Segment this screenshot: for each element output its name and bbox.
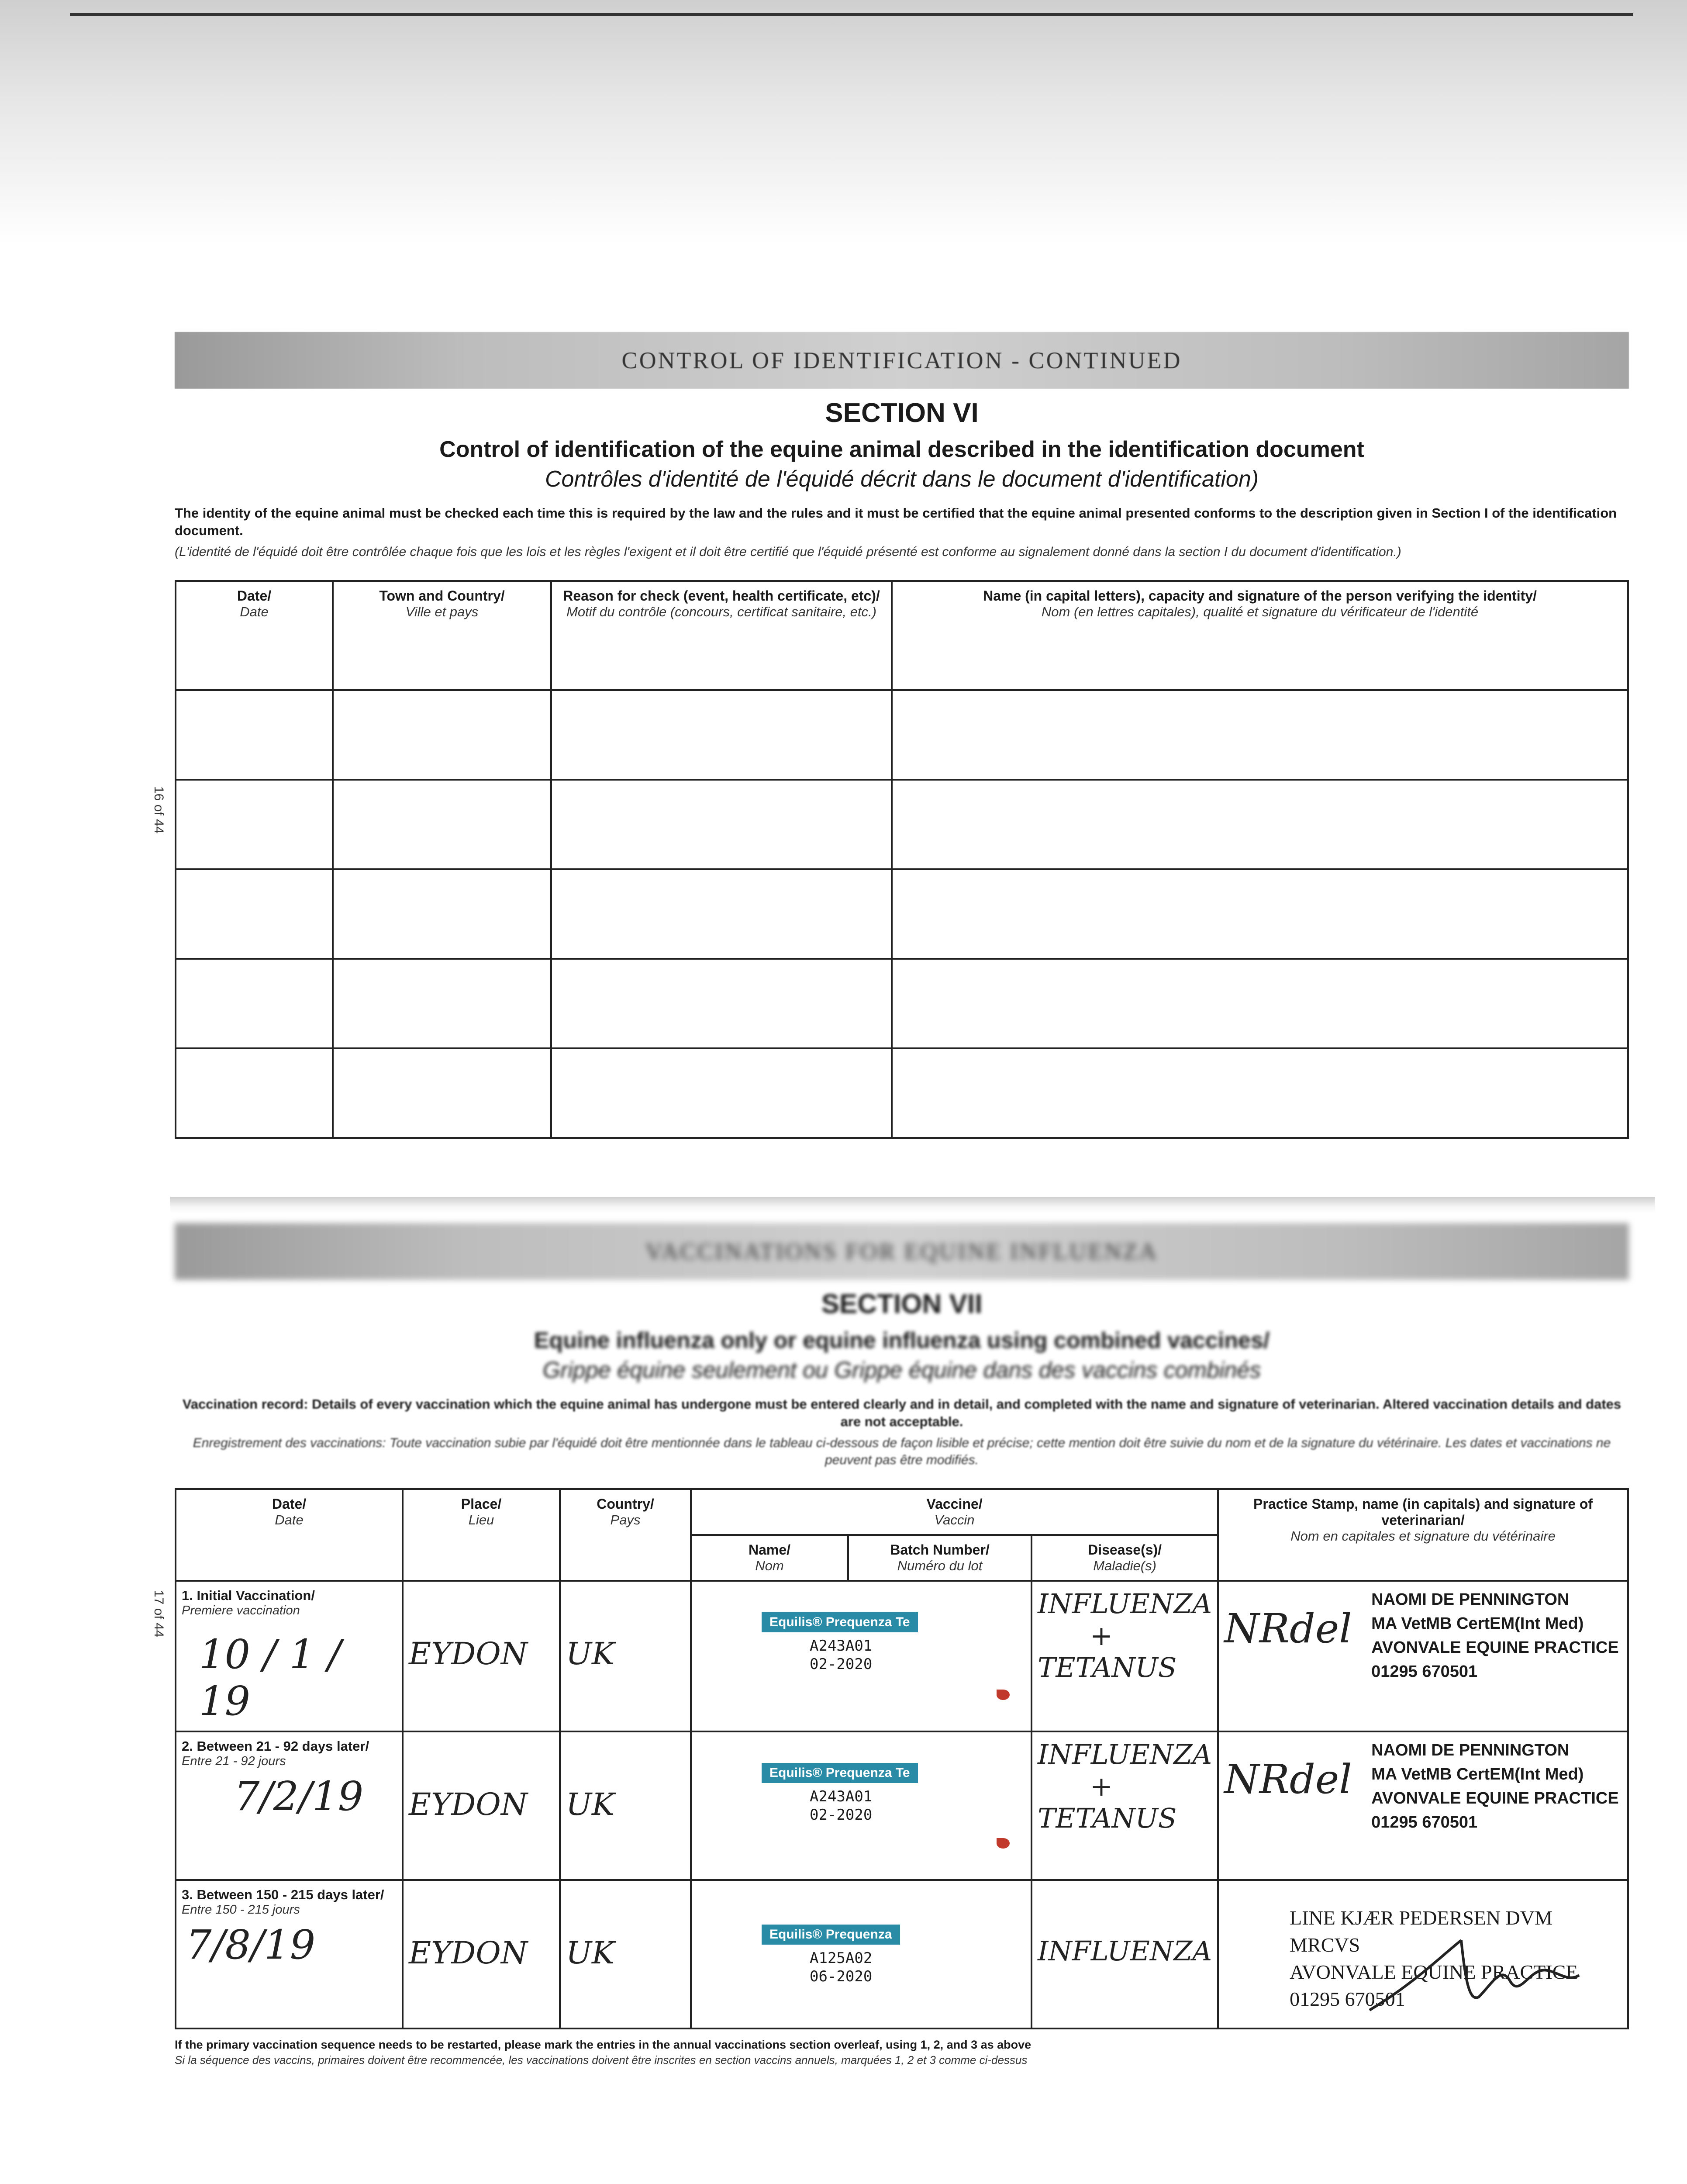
banner-title: VACCINATIONS FOR EQUINE INFLUENZA [645,1238,1158,1265]
section-title: SECTION VII [821,1289,983,1319]
handwritten-country: UK [566,1786,615,1822]
date-cell: 2. Between 21 - 92 days later/ Entre 21 - 92 jours 7/2/19 [176,1731,403,1880]
expiry-date: 06-2020 [810,1968,873,1986]
vet-signature: NRdel [1224,1605,1352,1652]
vaccine-label-cell [691,1880,1032,2028]
date-cell: 3. Between 150 - 215 days later/ Entre 150 - 215 jours 7/8/19 [176,1880,403,2028]
country-cell [560,1880,691,2028]
disease-cell [1032,1880,1218,2028]
disease-plus: + [1090,1770,1113,1802]
vaccination-row-2 [176,1731,1628,1880]
header-town-country: Town and Country/ Ville et pays [333,581,551,690]
disease-1: INFLUENZA [1038,1935,1212,1967]
handwritten-date: 7/8/19 [186,1921,316,1968]
handwritten-country: UK [566,1635,615,1672]
vaccination-page [175,1223,1629,2162]
header-vaccine: Vaccine/ Vaccin [691,1489,1218,1535]
banner-title: CONTROL OF IDENTIFICATION - CONTINUED [621,347,1182,373]
practice-stamp-cell [1218,1880,1628,2028]
header-batch-number: Batch Number/ Numéro du lot [848,1535,1032,1581]
header-reason: Reason for check (event, health certificate, etc)/ Motif du contrôle (concours, certificat sanitaire, etc.) [551,581,892,690]
place-cell [403,1880,560,2028]
country-cell [560,1731,691,1880]
header-country: Country/ Pays [560,1489,691,1581]
vaccine-label-cell [691,1731,1032,1880]
title-french: Contrôles d'identité de l'équidé décrit dans le document d'identification) [545,467,1259,492]
batch-number: A243A01 [810,1637,873,1655]
practice-stamp-cell [1218,1581,1628,1731]
red-tag-icon [997,1838,1010,1849]
title-english: Equine influenza only or equine influenza using combined vaccines/ [534,1328,1270,1353]
handwritten-date: 10 / 1 / 19 [199,1631,342,1724]
vaccination-table [175,1488,1629,2029]
header-diseases: Disease(s)/ Maladie(s) [1032,1535,1218,1581]
batch-number: A125A02 [810,1949,873,1967]
intro-french: Enregistrement des vaccinations: Toute vaccination subie par l'équidé doit être mentionnée dans le tableau ci-dessous de façon lisible et précise; cette mention doit être suivie du nom et de la signature du vétérinaire. Les dates et vaccinations ne peuvent pas être modifiés. [193,1435,1611,1467]
vaccine-sticker: Equilis® Prequenza Te [762,1612,918,1632]
table-header-row [176,1489,1628,1535]
header-practice-stamp: Practice Stamp, name (in capitals) and signature of veterinarian/ Nom en capitales et signature du vétérinaire [1218,1489,1628,1581]
title-french: Grippe équine seulement ou Grippe équine dans des vaccins combinés [542,1358,1261,1383]
disease-2: TETANUS [1038,1651,1177,1683]
place-cell [403,1581,560,1731]
vaccination-row-3 [176,1880,1628,2028]
page-number-lower: 17 of 44 [152,1590,166,1638]
table-row [176,869,1628,959]
date-cell: 1. Initial Vaccination/ Premiere vaccination 10 / 1 / 19 [176,1581,403,1731]
table-row [176,959,1628,1048]
section-banner [175,332,1629,389]
disease-1: INFLUENZA [1038,1587,1212,1620]
disease-1: INFLUENZA [1038,1738,1212,1770]
table-row [176,1048,1628,1138]
vaccination-row-1 [176,1581,1628,1731]
batch-number: A243A01 [810,1787,873,1805]
table-row [176,690,1628,780]
practice-stamp-cell [1218,1731,1628,1880]
footnote-french: Si la séquence des vaccins, primaires doivent être recommencée, les vaccinations doivent être inscrites en section vaccins annuels, marquées 1, 2 et 3 comme ci-dessus [175,2053,1028,2067]
identification-check-table [175,580,1629,1139]
header-name-signature: Name (in capital letters), capacity and signature of the person verifying the identity/ Nom (en lettres capitales), qualité et signature du vérificateur de l'identité [892,581,1628,690]
header-date: Date/ Date [176,581,333,690]
red-tag-icon [997,1690,1010,1700]
disease-cell [1032,1581,1218,1731]
practice-stamp: NAOMI DE PENNINGTON MA VetMB CertEM(Int Med) AVONVALE EQUINE PRACTICE 01295 670501 [1371,1741,1619,1832]
country-cell [560,1581,691,1731]
intro-english: The identity of the equine animal must be checked each time this is required by the law and the rules and it must be certified that the equine animal presented conforms to the description given in Section I of the identification document. [175,505,1617,539]
vaccine-sticker: Equilis® Prequenza [762,1925,900,1945]
section-banner [175,1223,1629,1280]
header-vaccine-name: Name/ Nom [691,1535,848,1581]
disease-cell [1032,1731,1218,1880]
vet-signature: NRdel [1224,1755,1352,1803]
expiry-date: 02-2020 [810,1655,873,1673]
handwritten-date: 7/2/19 [234,1773,364,1820]
control-of-identification-page [175,332,1629,1206]
handwritten-place: EYDON [409,1935,528,1971]
table-row [176,780,1628,869]
title-english: Control of identification of the equine animal described in the identification document [439,437,1364,462]
header-date: Date/ Date [176,1489,403,1581]
header-place: Place/ Lieu [403,1489,560,1581]
handwritten-place: EYDON [409,1635,528,1672]
disease-2: TETANUS [1038,1802,1177,1834]
handwritten-country: UK [566,1935,615,1971]
intro-english: Vaccination record: Details of every vaccination which the equine animal has undergone must be entered clearly and in detail, and completed with the name and signature of veterinarian. Altered vaccination details and dates are not acceptable. [182,1396,1621,1430]
disease-plus: + [1090,1619,1113,1652]
vaccine-label-cell [691,1581,1032,1731]
handwritten-place: EYDON [409,1786,528,1822]
page-fold [170,1197,1655,1213]
section-title: SECTION VI [825,398,979,428]
intro-french: (L'identité de l'équidé doit être contrôlée chaque fois que les lois et les règles l'exigent et il doit être certifié que l'équidé présenté est conforme au signalement donné dans la section I du document d'identification.) [175,544,1401,559]
expiry-date: 02-2020 [810,1806,873,1824]
footnote-english: If the primary vaccination sequence needs to be restarted, please mark the entries in the annual vaccinations section overleaf, using 1, 2, and 3 as above [175,2038,1032,2051]
place-cell [403,1731,560,1880]
vet-signature-scribble [1361,1932,1588,2019]
table-header-row [176,581,1628,690]
vaccine-sticker: Equilis® Prequenza Te [762,1763,918,1783]
practice-stamp: LINE KJÆR PEDERSEN DVM MRCVS AVONVALE EQUINE PRACTICE 01295 670501 [1290,1906,1578,2010]
practice-stamp: NAOMI DE PENNINGTON MA VetMB CertEM(Int Med) AVONVALE EQUINE PRACTICE 01295 670501 [1371,1590,1619,1681]
page-number-upper: 16 of 44 [152,786,166,834]
